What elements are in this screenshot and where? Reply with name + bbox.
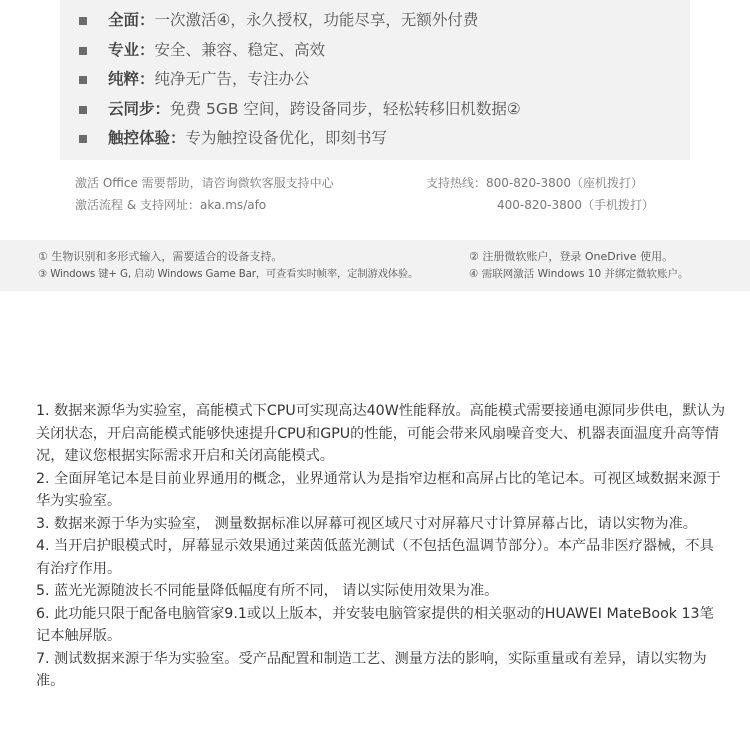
feature-text: 专为触控设备优化，即刻书写 — [185, 129, 388, 147]
feature-label: 触控体验 — [108, 129, 171, 147]
disclaimer-item-6: 6. 此功能只限于配备电脑管家9.1或以上版本，并安装电脑管家提供的相关驱动的HUAWEI MateBook 13笔记本触屏版。 — [36, 605, 714, 644]
support-flow-link[interactable]: 激活流程 & 支持网址：aka.ms/afo — [75, 198, 267, 212]
footnote-3: ③ Windows 键+ G, 启动 Windows Game Bar，可查看实时帧率，定制游戏体验。 — [38, 268, 419, 280]
feature-item-touch — [60, 124, 521, 154]
support-mobile-hotline: 400-820-3800（手机拨打） — [497, 198, 655, 212]
feature-label: 专业 — [108, 40, 140, 59]
feature-separator: ： — [154, 99, 171, 118]
feature-text: 安全、兼容、稳定、高效 — [154, 40, 326, 59]
feature-list — [60, 6, 521, 154]
disclaimer-item-7: 7. 测试数据来源于华为实验室。受产品配置和制造工艺、测量方法的影响，实际重量或有差异，请以实物为准。 — [36, 650, 707, 689]
disclaimer-item-1: 1. 数据来源华为实验室，高能模式下CPU可实现高达40W性能释放。高能模式需要接通电源同步供电，默认为关闭状态，开启高能模式能够快速提升CPU和GPU的性能，可能会带来风扇噪音变大、机器表面温度升高等情况，建议您根据实际需求开启和关闭高能模式。 — [36, 403, 726, 464]
disclaimer-list — [36, 400, 726, 693]
footnote-4: ④ 需联网激活 Windows 10 并绑定微软账户。 — [469, 268, 689, 280]
feature-separator: ： — [139, 70, 155, 88]
feature-item-complete — [60, 6, 521, 36]
support-help-text: 激活 Office 需要帮助，请咨询微软客服支持中心 — [75, 176, 334, 190]
footnote-1: ① 生物识别和多形式输入，需要适合的设备支持。 — [38, 250, 283, 263]
disclaimer-item-2: 2. 全面屏笔记本是目前业界通用的概念，业界通常认为是指窄边框和高屏占比的笔记本。可视区域数据来源于华为实验室。 — [36, 470, 721, 509]
disclaimer-item-5: 5. 蓝光光源随波长不同能量降低幅度有所不同， 请以实际使用效果为准。 — [36, 583, 499, 599]
square-bullet-icon — [79, 17, 87, 25]
feature-label: 全面 — [108, 11, 140, 29]
feature-separator: ： — [139, 11, 155, 29]
feature-label: 云同步 — [108, 99, 155, 118]
square-bullet-icon — [79, 76, 87, 84]
feature-label: 纯粹 — [108, 70, 140, 88]
square-bullet-icon — [79, 135, 87, 143]
feature-text: 免费 5GB 空间，跨设备同步，轻松转移旧机数据② — [170, 99, 521, 118]
support-hotline: 支持热线：800-820-3800（座机拨打） — [426, 176, 644, 190]
disclaimer-item-3: 3. 数据来源于华为实验室， 测量数据标准以屏幕可视区域尺寸对屏幕尺寸计算屏幕占比，请以实物为准。 — [36, 515, 697, 532]
feature-text: 纯净无广告，专注办公 — [154, 70, 310, 88]
square-bullet-icon — [79, 47, 87, 55]
feature-item-professional — [60, 36, 521, 66]
feature-text: 一次激活④，永久授权，功能尽享，无额外付费 — [154, 11, 479, 29]
feature-item-cloud-sync — [60, 95, 521, 125]
footnotes-strip — [0, 240, 750, 291]
square-bullet-icon — [79, 106, 87, 114]
footnote-2: ② 注册微软账户，登录 OneDrive 使用。 — [469, 250, 674, 263]
feature-item-pure — [60, 65, 521, 95]
office-features-panel — [60, 0, 690, 160]
disclaimer-item-4: 4. 当开启护眼模式时，屏幕显示效果通过莱茵低蓝光测试（不包括色温调节部分）。本产品非医疗器械，不具有治疗作用。 — [36, 538, 714, 577]
feature-separator: ： — [139, 40, 155, 59]
feature-separator: ： — [170, 129, 186, 147]
